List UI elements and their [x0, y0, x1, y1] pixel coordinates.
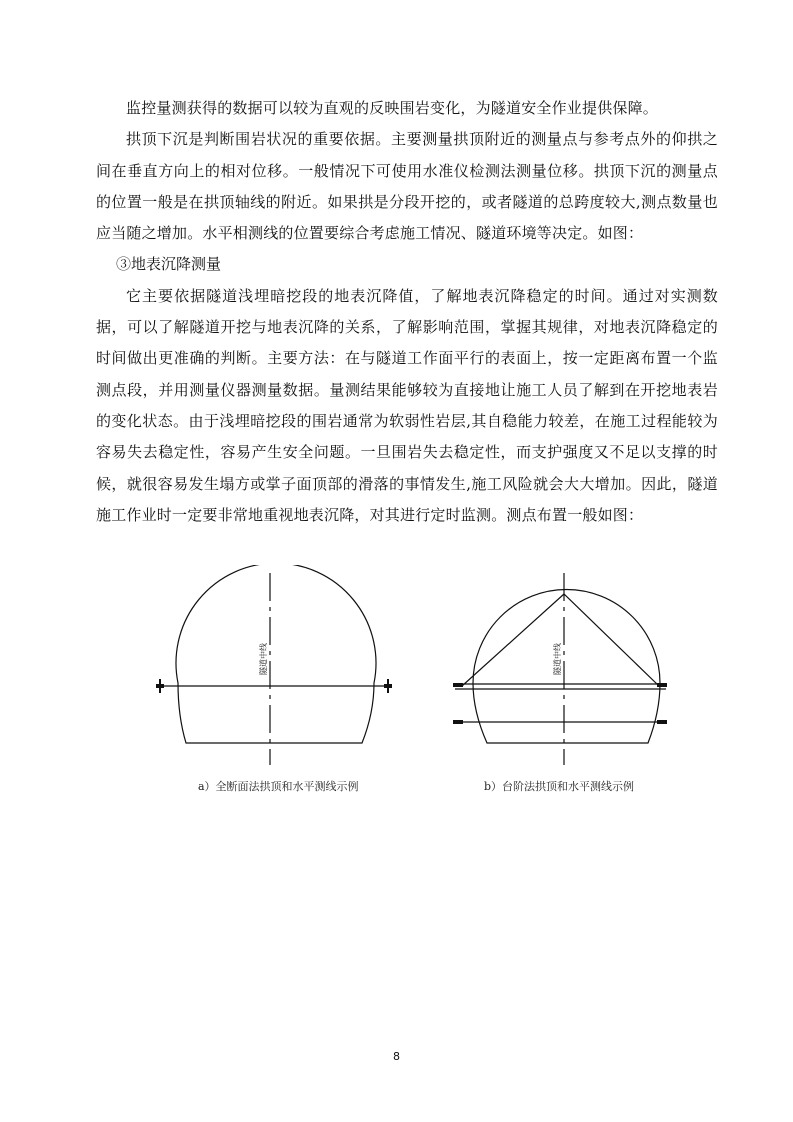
left-point-left — [156, 684, 164, 688]
paragraph-surface-settlement: 它主要依据隧道浅埋暗挖段的地表沉降值，了解地表沉降稳定的时间。通过对实测数据，可以了解隧道开挖与地表沉降的关系，了解影响范围，掌握其规律，对地表沉降稳定的时间做出更准确的判断。主要方法：在与隧道工作面平行的表面上，按一定距离布置一个监测点段，并用测量仪器测量数据。量测结果能够较为直接地让施工人员了解到在开挖地表岩的变化状态。由于浅埋暗挖段的围岩通常为软弱性岩层,其自稳能力较差，在施工过程能较为容易失去稳定性，容易产生安全问题。一旦围岩失去稳定性，而支护强度又不足以支撑的时候，就很容易发生塌方或掌子面顶部的滑落的事情发生,施工风险就会大大增加。因此，隧道施工作业时一定要非常地重视地表沉降，对其进行定时监测。测点布置一般如图： — [96, 286, 718, 524]
right-bench-point-left — [453, 720, 463, 724]
section-heading-surface-settlement: ③地表沉降测量 — [116, 255, 222, 274]
figure-caption-a: a）全断面法拱顶和水平测线示例 — [198, 780, 359, 793]
left-point-right — [384, 684, 392, 688]
tunnel-diagrams — [150, 565, 670, 810]
right-centerline-label: 隧道中线 — [553, 643, 562, 675]
tunnel-section-figure — [150, 565, 670, 810]
paragraph-monitoring: 监控量测获得的数据可以较为直观的反映围岩变化，为隧道安全作业提供保障。 — [126, 99, 659, 117]
body-text — [96, 93, 718, 531]
right-tunnel-outline — [473, 590, 660, 744]
right-point-left — [453, 683, 463, 687]
page-number: 8 — [393, 1050, 400, 1063]
left-centerline-label: 隧道中线 — [259, 643, 268, 675]
figure-caption-b: b）台阶法拱顶和水平测线示例 — [484, 780, 635, 793]
right-bench-point-right — [657, 720, 667, 724]
paragraph-crown-settlement: 拱顶下沉是判断围岩状况的重要依据。主要测量拱顶附近的测量点与参考点外的仰拱之间在垂直方向上的相对位移。一般情况下可使用水准仪检测法测量位移。拱顶下沉的测量点的位置一般是在拱顶轴线的附近。如果拱是分段开挖的，或者隧道的总跨度较大,测点数量也应当随之增加。水平相测线的位置要综合考虑施工情况、隧道环境等决定。如图： — [96, 130, 718, 243]
left-tunnel-outline — [176, 565, 376, 743]
right-point-right — [657, 683, 667, 687]
